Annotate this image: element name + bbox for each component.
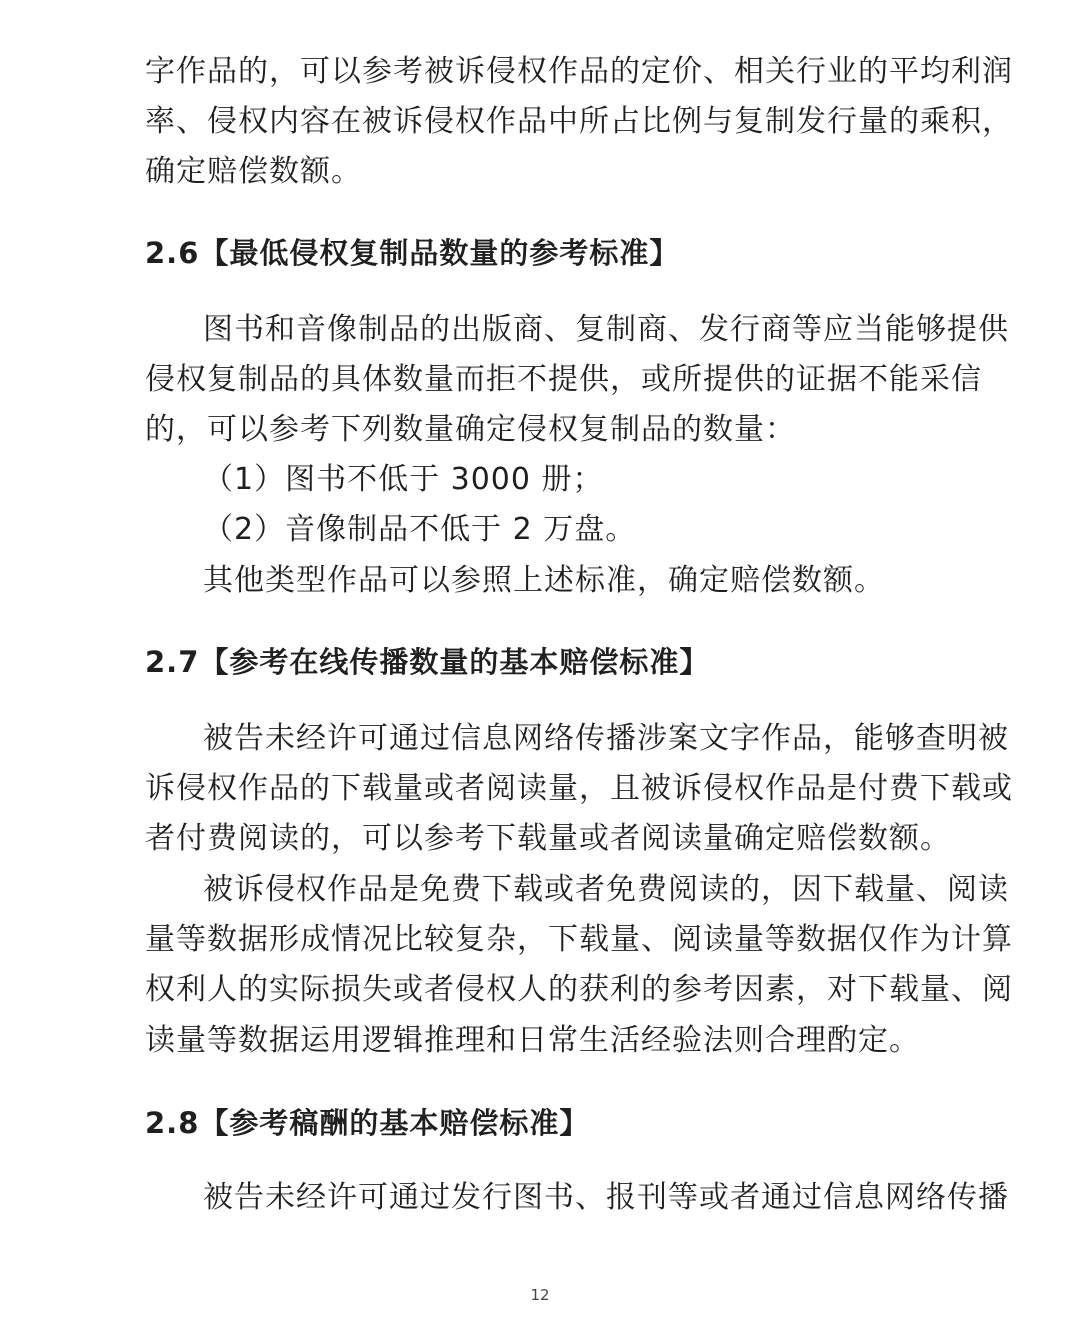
paragraph-line: 的，可以参考下列数量确定侵权复制品的数量： <box>145 412 796 447</box>
paragraph-line: 侵权复制品的具体数量而拒不提供，或所提供的证据不能采信 <box>145 362 982 397</box>
paragraph-line: 量等数据形成情况比较复杂，下载量、阅读量等数据仅作为计算 <box>145 922 1013 957</box>
paragraph-line: 其他类型作品可以参照上述标准，确定赔偿数额。 <box>203 563 885 598</box>
paragraph-line: 图书和音像制品的出版商、复制商、发行商等应当能够提供 <box>203 312 1009 347</box>
list-item: （1）图书不低于 3000 册； <box>203 462 604 497</box>
paragraph-line: 字作品的，可以参考被诉侵权作品的定价、相关行业的平均利润 <box>145 54 1013 89</box>
paragraph-line: 诉侵权作品的下载量或者阅读量，且被诉侵权作品是付费下载或 <box>145 771 1013 806</box>
page-number: 12 <box>530 1286 550 1304</box>
section-heading-2-8: 2.8【参考稿酬的基本赔偿标准】 <box>145 1106 590 1140</box>
section-heading-2-6: 2.6【最低侵权复制品数量的参考标准】 <box>145 236 680 270</box>
paragraph-line: 确定赔偿数额。 <box>145 154 362 189</box>
paragraph-line: 者付费阅读的，可以参考下载量或者阅读量确定赔偿数额。 <box>145 821 951 856</box>
paragraph-line: 读量等数据运用逻辑推理和日常生活经验法则合理酌定。 <box>145 1023 920 1058</box>
paragraph-line: 被告未经许可通过信息网络传播涉案文字作品，能够查明被 <box>203 721 1009 756</box>
paragraph-line: 权利人的实际损失或者侵权人的获利的参考因素，对下载量、阅 <box>145 972 1013 1007</box>
list-item: （2）音像制品不低于 2 万盘。 <box>203 512 637 547</box>
paragraph-line: 被告未经许可通过发行图书、报刊等或者通过信息网络传播 <box>203 1180 1009 1215</box>
paragraph-line: 被诉侵权作品是免费下载或者免费阅读的，因下载量、阅读 <box>203 872 1009 907</box>
paragraph-line: 率、侵权内容在被诉侵权作品中所占比例与复制发行量的乘积， <box>145 104 1013 139</box>
section-heading-2-7: 2.7【参考在线传播数量的基本赔偿标准】 <box>145 645 710 679</box>
